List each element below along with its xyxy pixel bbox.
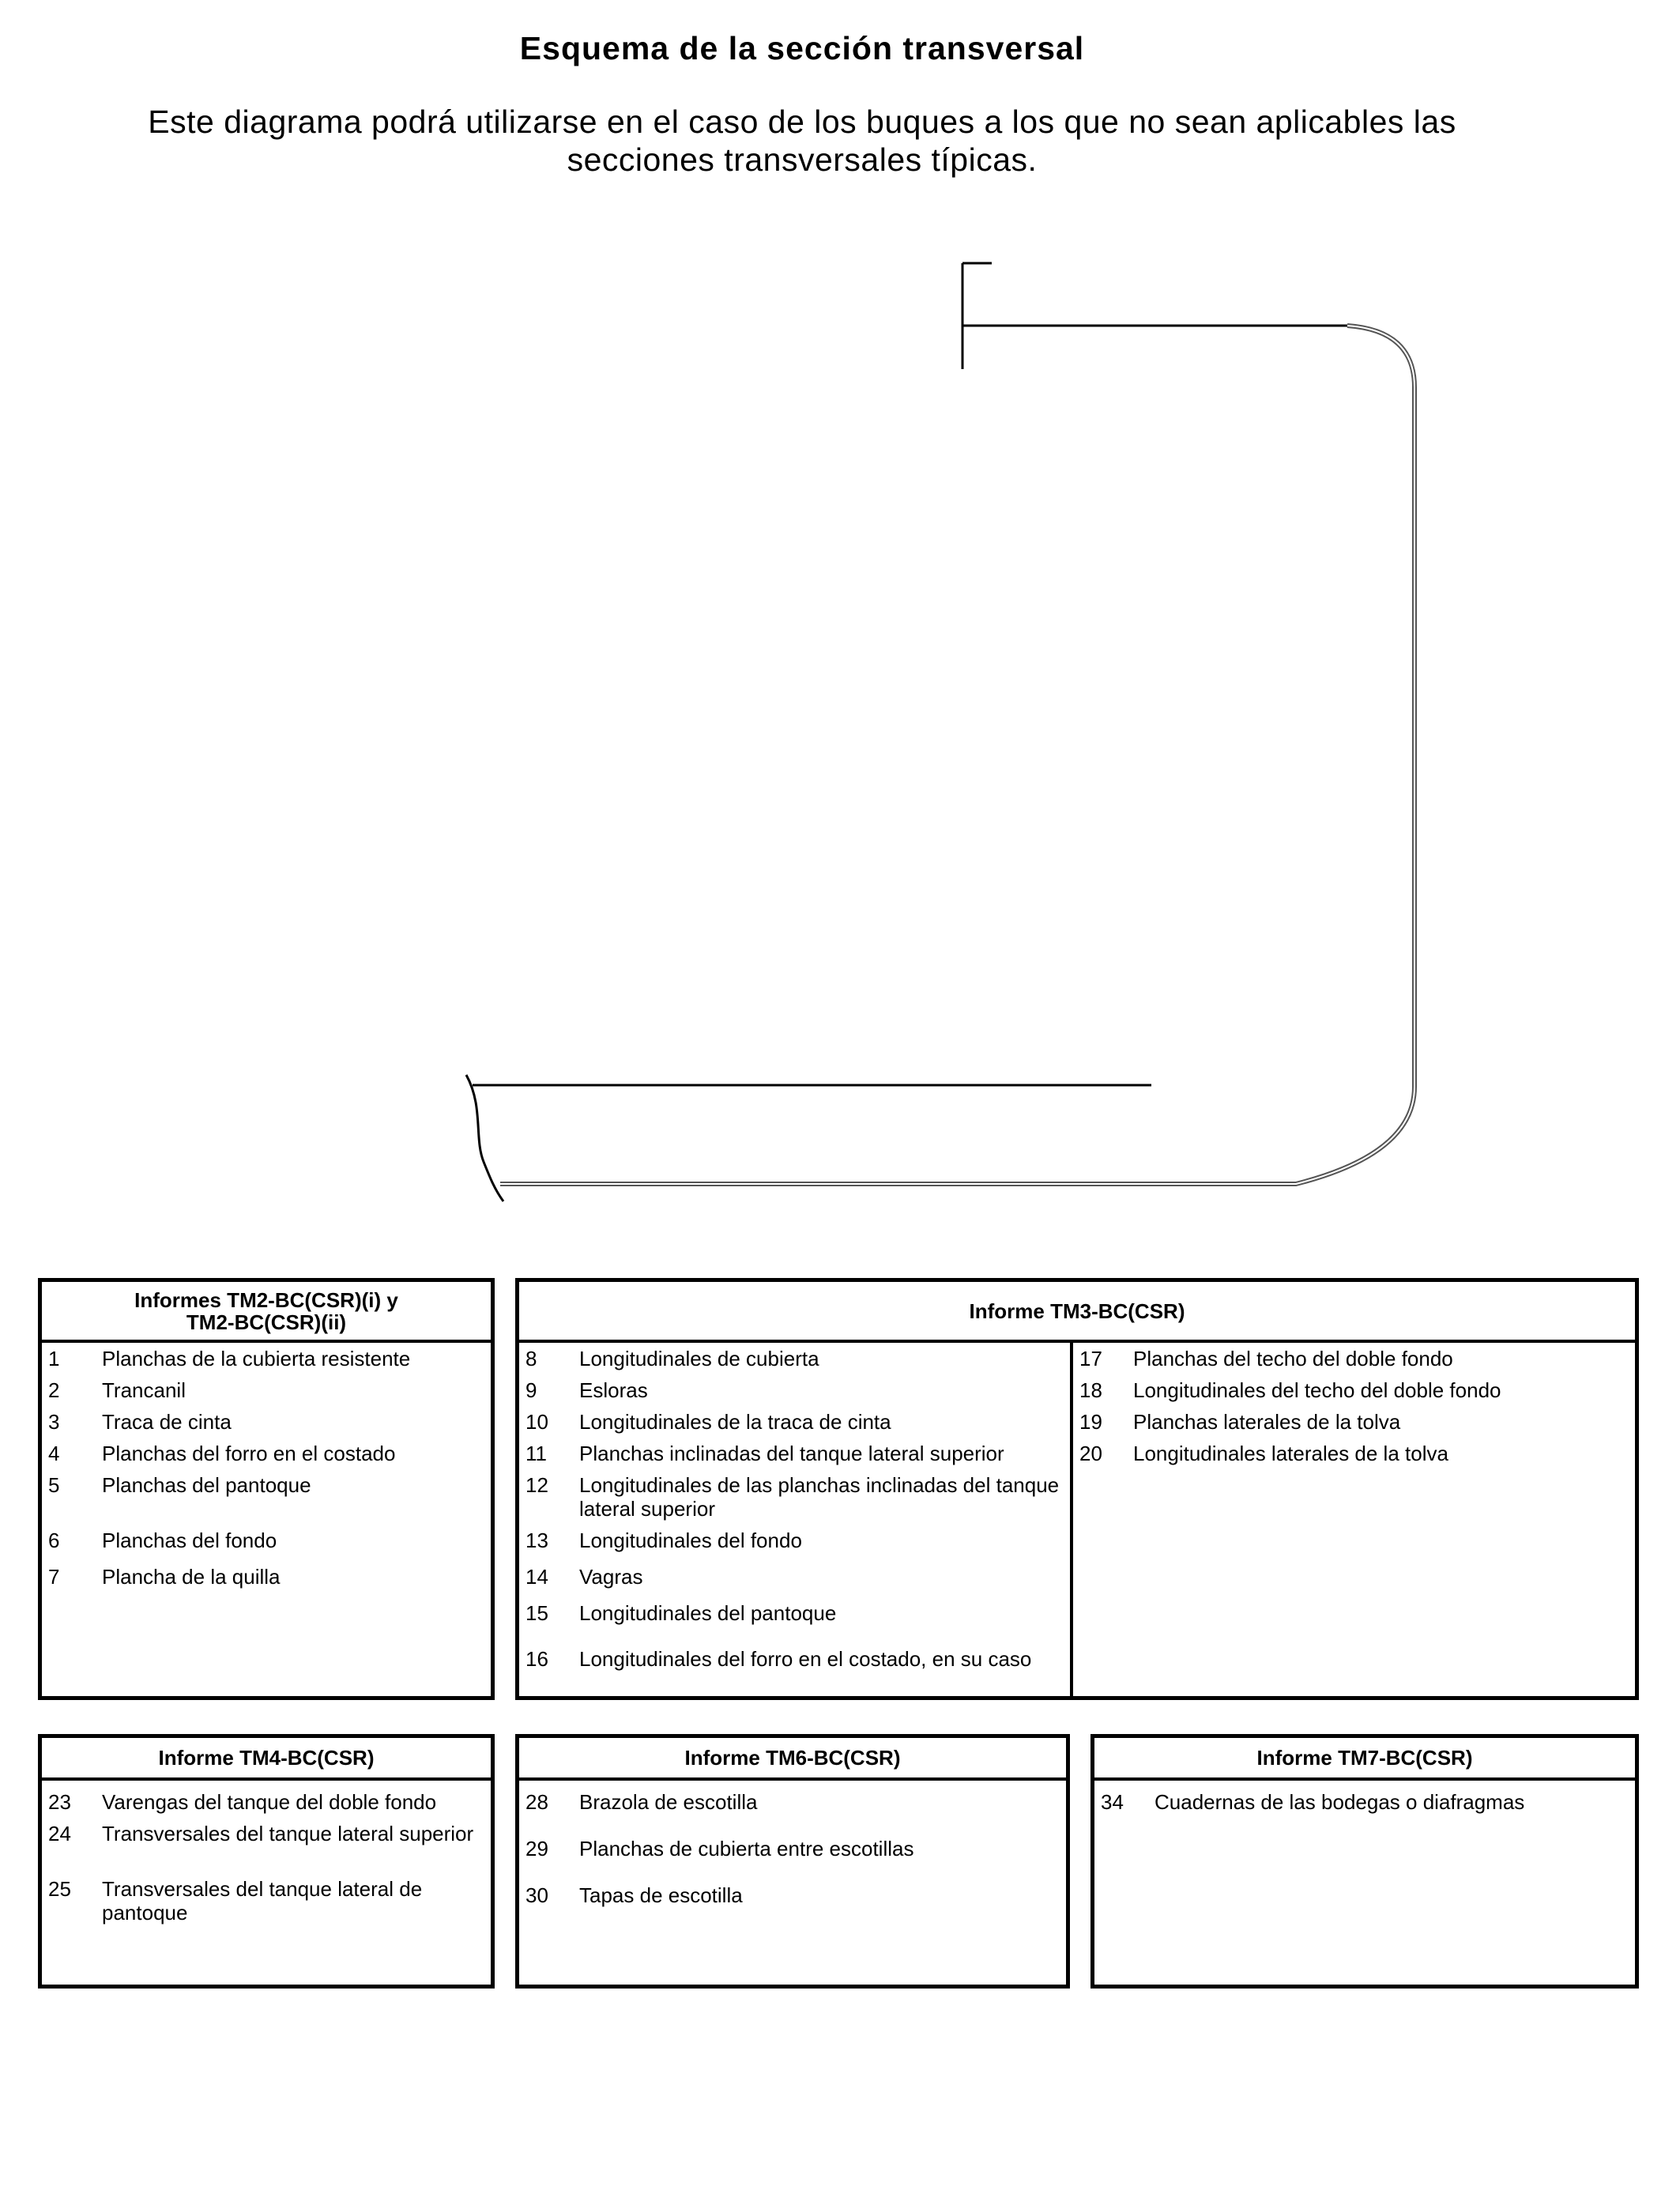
item-number: 10: [525, 1410, 548, 1434]
table-tm3-right-column: [1070, 1340, 1635, 1696]
item-number: 11: [525, 1442, 547, 1465]
table-tm6-heading: Informe TM6-BC(CSR): [519, 1738, 1066, 1781]
item-text: Tapas de escotilla: [579, 1883, 743, 1907]
item-number: 16: [525, 1647, 548, 1671]
table-tm4: [38, 1734, 495, 1989]
item-text: Transversales del tanque lateral superior: [102, 1822, 474, 1845]
table-tm3-heading: Informe TM3-BC(CSR): [519, 1282, 1635, 1343]
item-number: 1: [48, 1347, 60, 1370]
table-tm3-left-column: [519, 1282, 1072, 1696]
item-text: Brazola de escotilla: [579, 1790, 758, 1814]
item-number: 14: [525, 1565, 548, 1589]
item-text: Longitudinales del fondo: [579, 1529, 802, 1552]
item-text: Trancanil: [102, 1378, 186, 1402]
item-text: Planchas del pantoque: [102, 1473, 311, 1497]
item-text: Esloras: [579, 1378, 648, 1402]
hull-outline: [500, 326, 1414, 1184]
item-number: 8: [525, 1347, 537, 1370]
table-tm2: [38, 1278, 495, 1700]
item-number: 18: [1079, 1378, 1102, 1402]
table-tm7: [1090, 1734, 1639, 1989]
table-tm2-heading-line-2: TM2-BC(CSR)(ii): [186, 1310, 347, 1334]
item-number: 3: [48, 1410, 60, 1434]
item-number: 7: [48, 1565, 60, 1589]
table-tm4-body: [42, 1738, 491, 1985]
item-number: 30: [525, 1883, 548, 1907]
hatch-coaming-line: [962, 263, 992, 369]
item-number: 9: [525, 1378, 537, 1402]
centerline-break: [466, 1075, 503, 1201]
item-number: 25: [48, 1877, 71, 1901]
item-text: Planchas de cubierta entre escotillas: [579, 1837, 914, 1860]
item-text: Transversales del tanque lateral de pantoque: [102, 1877, 423, 1924]
item-text: Longitudinales del pantoque: [579, 1601, 837, 1625]
item-text: Plancha de la quilla: [102, 1565, 281, 1589]
item-text: Longitudinales de las planchas inclinadas del tanque lateral superior: [579, 1473, 1060, 1521]
table-tm2-heading-line-1: Informes TM2-BC(CSR)(i) y: [134, 1287, 398, 1312]
item-text: Planchas de la cubierta resistente: [102, 1347, 411, 1370]
item-number: 12: [525, 1473, 548, 1497]
item-text: Cuadernas de las bodegas o diafragmas: [1155, 1790, 1525, 1814]
item-number: 29: [525, 1837, 548, 1860]
table-tm7-heading: Informe TM7-BC(CSR): [1094, 1738, 1635, 1781]
item-text: Longitudinales laterales de la tolva: [1133, 1442, 1448, 1465]
item-number: 24: [48, 1822, 71, 1845]
item-number: 20: [1079, 1442, 1102, 1465]
item-text: Varengas del tanque del doble fondo: [102, 1790, 437, 1814]
subtitle-line-1: Este diagrama podrá utilizarse en el caso de los buques a los que no sean aplicables las: [148, 104, 1456, 140]
item-text: Longitudinales de cubierta: [579, 1347, 819, 1370]
table-tm6: [515, 1734, 1070, 1989]
table-tm7-body: [1094, 1738, 1635, 1985]
item-text: Planchas del fondo: [102, 1529, 277, 1552]
page-title: Esquema de la sección transversal: [519, 30, 1085, 66]
item-number: 34: [1101, 1790, 1124, 1814]
item-text: Planchas laterales de la tolva: [1133, 1410, 1401, 1434]
item-text: Planchas del forro en el costado: [102, 1442, 396, 1465]
table-tm2-body: [42, 1282, 491, 1696]
item-text: Longitudinales de la traca de cinta: [579, 1410, 891, 1434]
item-number: 17: [1079, 1347, 1102, 1370]
table-tm6-body: [519, 1738, 1066, 1985]
item-text: Traca de cinta: [102, 1410, 232, 1434]
item-number: 19: [1079, 1410, 1102, 1434]
item-text: Longitudinales del techo del doble fondo: [1133, 1378, 1501, 1402]
item-text: Planchas del techo del doble fondo: [1133, 1347, 1453, 1370]
item-number: 15: [525, 1601, 548, 1625]
item-number: 13: [525, 1529, 548, 1552]
table-tm3: [515, 1278, 1639, 1700]
item-number: 28: [525, 1790, 548, 1814]
item-number: 4: [48, 1442, 60, 1465]
item-number: 6: [48, 1529, 60, 1552]
item-text: Longitudinales del forro en el costado, en su caso: [579, 1647, 1032, 1671]
item-text: Planchas inclinadas del tanque lateral superior: [579, 1442, 1004, 1465]
item-number: 23: [48, 1790, 71, 1814]
item-text: Vagras: [579, 1565, 643, 1589]
subtitle-line-2: secciones transversales típicas.: [567, 141, 1038, 178]
table-tm4-heading: Informe TM4-BC(CSR): [42, 1738, 491, 1781]
item-number: 5: [48, 1473, 60, 1497]
item-number: 2: [48, 1378, 60, 1402]
hull-outline-inner: [500, 326, 1414, 1184]
